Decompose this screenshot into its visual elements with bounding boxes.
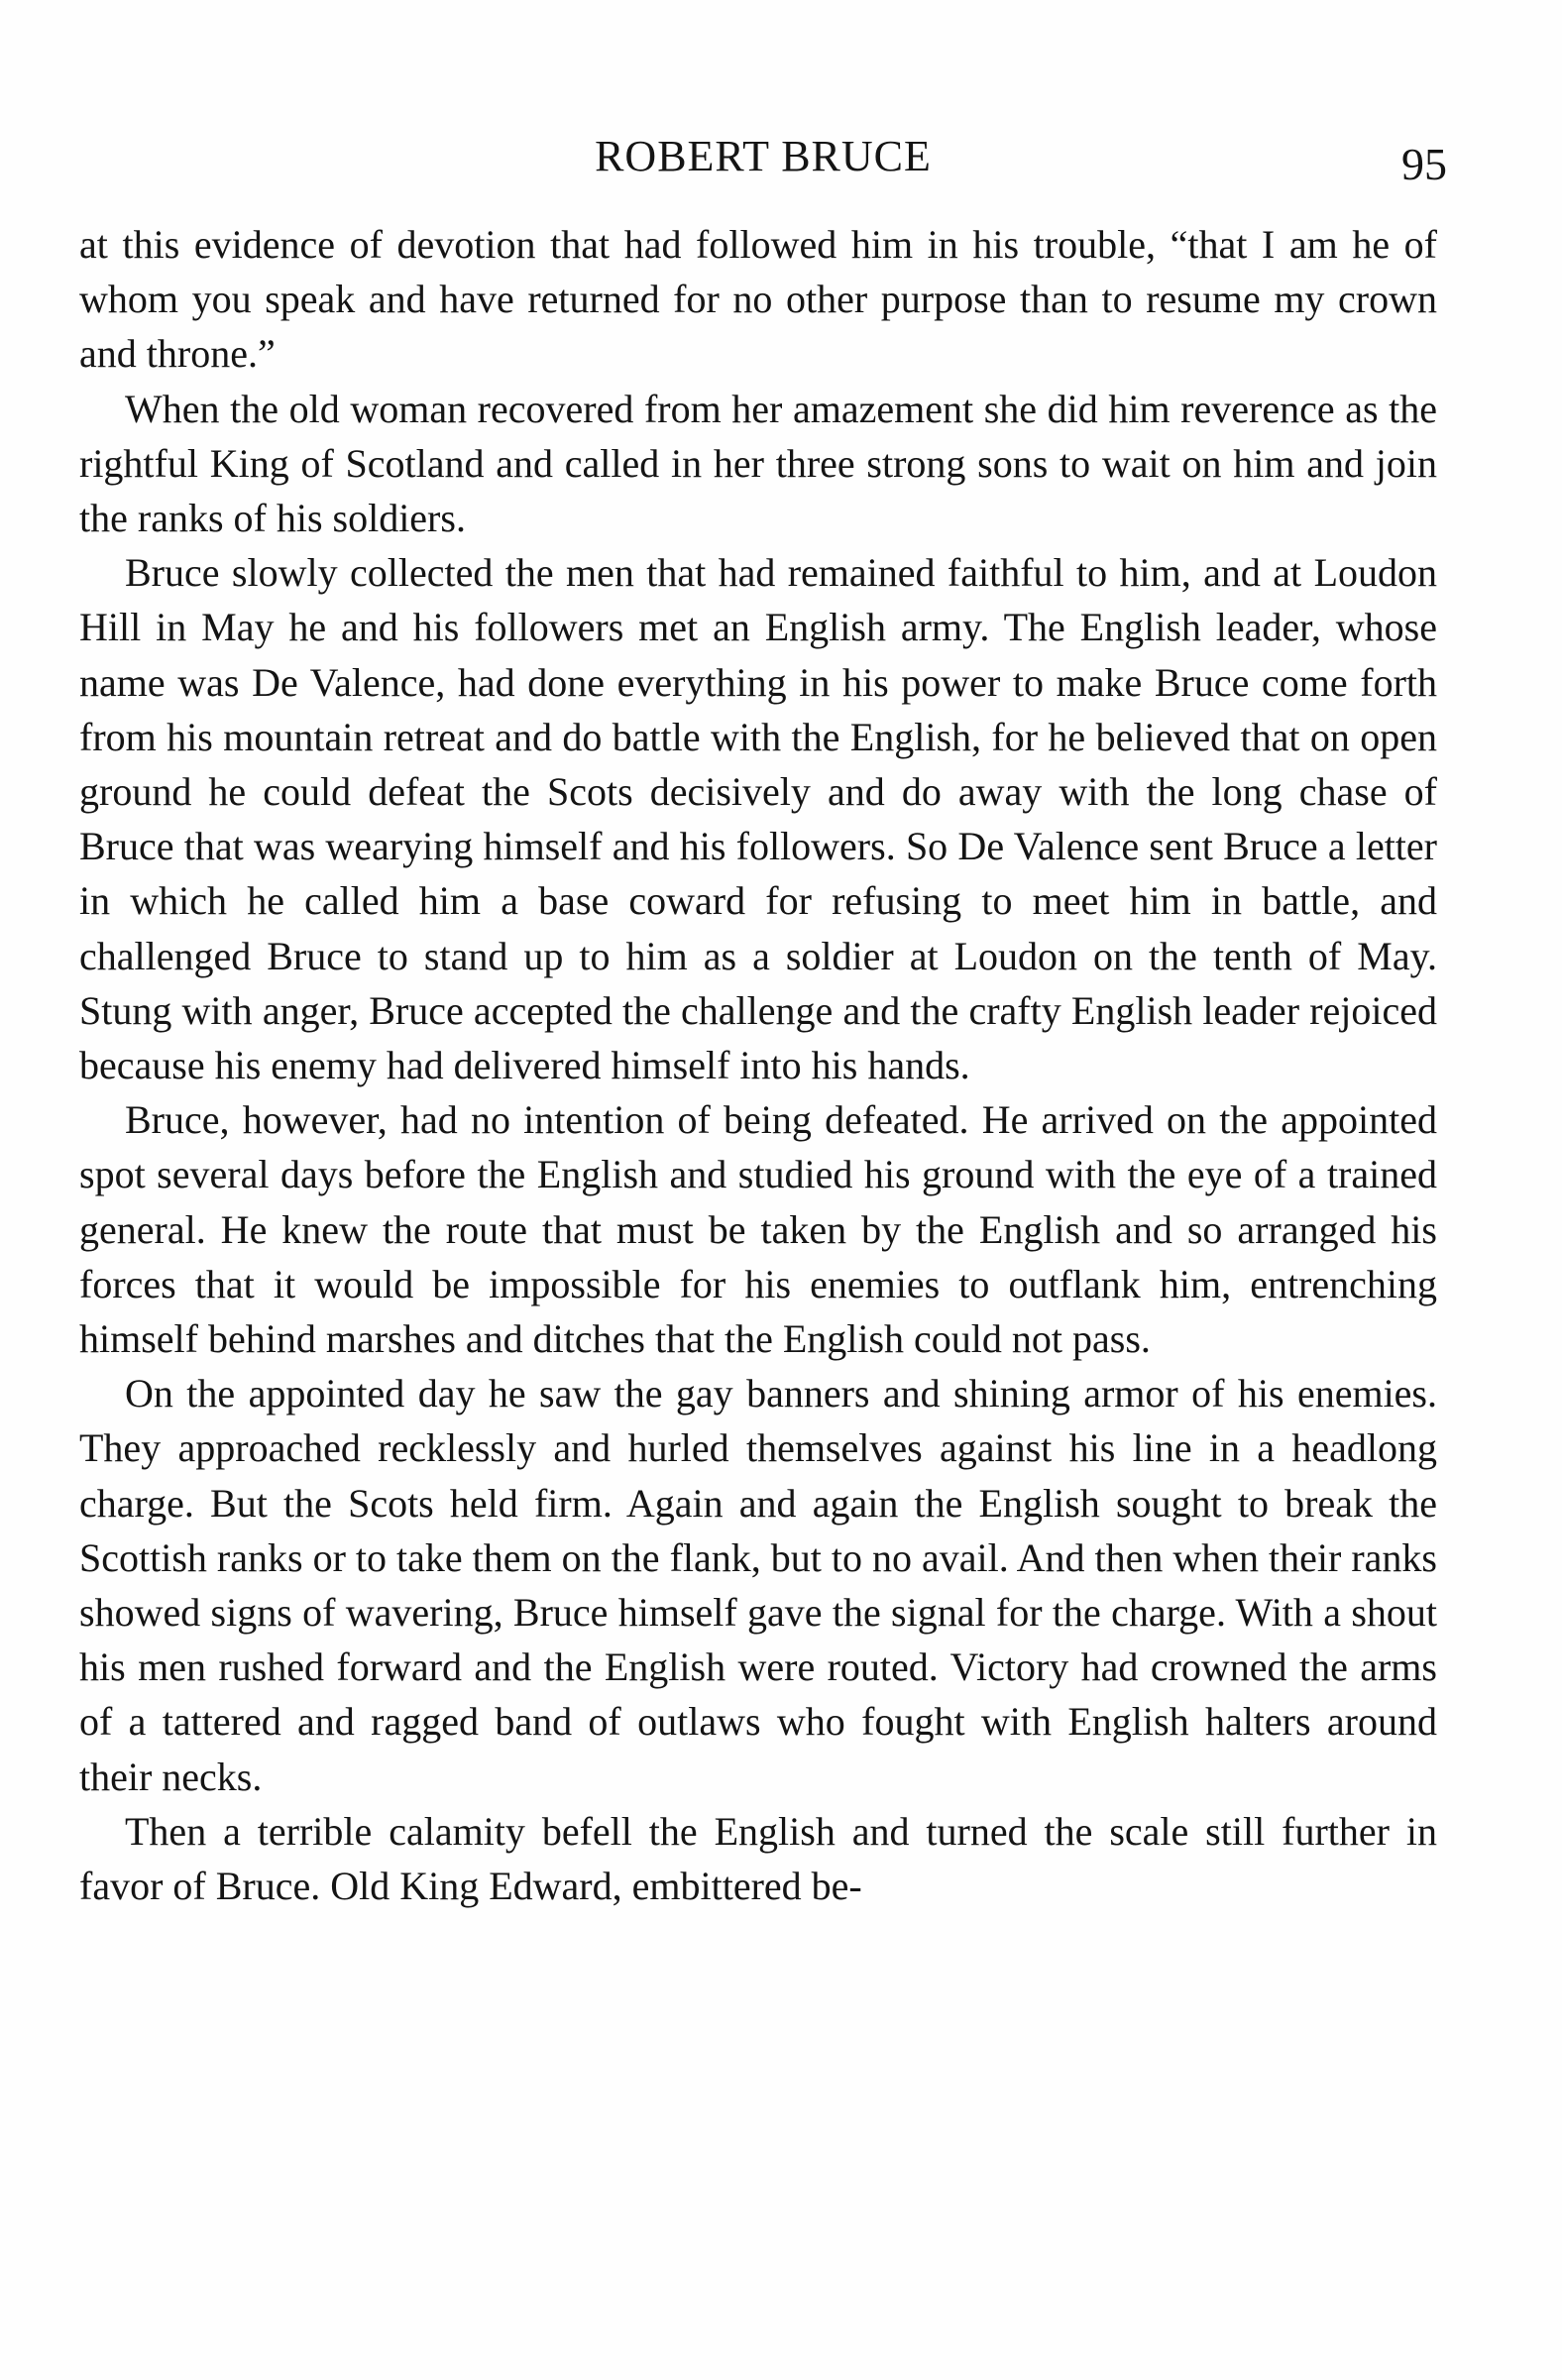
running-title: ROBERT BRUCE [595,132,932,180]
paragraph: Then a terrible calamity befell the English and turned the scale still further in favor of Bruce. Old King Edward, embittered be- [79,1808,1437,1909]
page-number: 95 [1401,139,1447,189]
paragraph: Bruce, however, had no intention of being defeated. He arrived on the appointed spot several days before the English and studied his ground with the eye of a trained general. He knew the route that must be taken by the English and so arranged his forces that it would be impossible for his enemies to outflank him, entrenching himself behind marshes and ditches that the English could not pass. [79,1097,1437,1362]
running-head [79,127,1447,189]
paragraph: On the appointed day he saw the gay banners and shining armor of his enemies. They approached recklessly and hurled themselves against his line in a headlong charge. But the Scots held firm. Again and again the English sought to break the Scottish ranks or to take them on the flank, but to no avail. And then when their ranks showed signs of wavering, Bruce himself gave the signal for the charge. With a shout his men rushed forward and the English were routed. Victory had crowned the arms of a tattered and ragged band of outlaws who fought with English halters around their necks. [79,1371,1437,1799]
body-text [79,217,1437,1913]
paragraph: When the old woman recovered from her amazement she did him reverence as the rightful King of Scotland and called in her three strong sons to wait on him and join the ranks of his soldiers. [79,386,1437,541]
paragraph: Bruce slowly collected the men that had remained faithful to him, and at Loudon Hill in May he and his followers met an English army. The English leader, whose name was De Valence, had done everything in his power to make Bruce come forth from his mountain retreat and do battle with the English, for he believed that on open ground he could defeat the Scots decisively and do away with the long chase of Bruce that was wearying himself and his followers. So De Valence sent Bruce a letter in which he called him a base coward for refusing to meet him in battle, and challenged Bruce to stand up to him as a soldier at Loudon on the tenth of May. Stung with anger, Bruce accepted the challenge and the crafty English leader rejoiced because his enemy had delivered himself into his hands. [79,550,1437,1088]
paragraph-continued: at this evidence of devotion that had followed him in his trouble, “that I am he of whom you speak and have returned for no other purpose than to resume my crown and throne.” [79,222,1437,377]
